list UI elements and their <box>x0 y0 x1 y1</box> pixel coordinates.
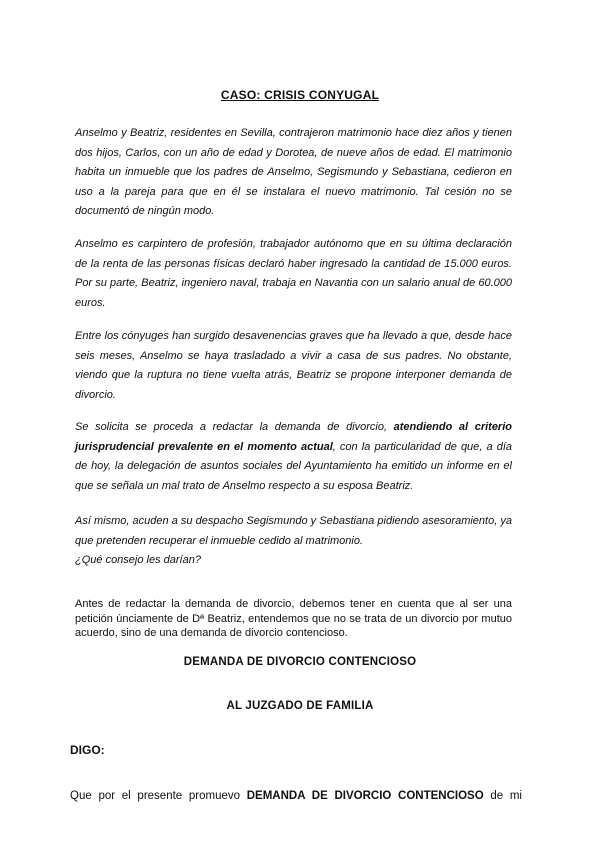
demand-statement-end: de mi <box>483 790 522 802</box>
case-paragraph-3: Entre los cónyuges han surgido desavenencias graves que ha llevado a que, desde hace seis meses, Anselmo se haya trasladado a vivir a casa de sus padres. No obstante, viendo que la ruptura no tiene vuelta atrás, Beatriz se propone interponer demanda de divorcio. <box>75 330 512 401</box>
case-paragraph-2: Anselmo es carpintero de profesión, trabajador autónomo que en su última declaración de la renta de las personas físicas declaró haber ingresado la cantidad de 15.000 euros. Por su parte, Beatriz, ingeniero naval, trabaja en Navantia con un salario anual de 60.000 euros. <box>75 238 512 309</box>
case-paragraph-5 <box>75 512 512 571</box>
demand-heading: DEMANDA DE DIVORCIO CONTENCIOSO <box>183 656 417 668</box>
digo-label: DIGO: <box>70 743 105 757</box>
court-heading: AL JUZGADO DE FAMILIA <box>226 700 374 712</box>
case-paragraph-4 <box>75 418 512 496</box>
case-paragraph-4-start: Se solicita se proceda a redactar la demanda de divorcio, <box>75 421 394 433</box>
case-paragraph-4-emphasis: atendiendo al criterio jurisprudencial prevalente en el momento actual <box>75 421 512 453</box>
demand-statement-emphasis: DEMANDA DE DIVORCIO CONTENCIOSO <box>246 790 484 802</box>
case-paragraph-5-text: Así mismo, acuden a su despacho Segismundo y Sebastiana pidiendo asesoramiento, ya que pretenden recuperar el inmueble cedido al matrimonio. <box>75 515 512 547</box>
case-question: ¿Qué consejo les darían? <box>75 554 201 566</box>
demand-statement-start: Que por el presente promuevo <box>70 790 247 802</box>
intro-paragraph: Antes de redactar la demanda de divorcio, debemos tener en cuenta que al ser una petición únciamente de Dª Beatriz, entendemos que no se trata de un divorcio por mutuo acuerdo, sino de una demanda de divorcio contencioso. <box>75 598 512 639</box>
demand-statement-line <box>70 790 522 802</box>
case-paragraph-1: Anselmo y Beatriz, residentes en Sevilla, contrajeron matrimonio hace diez años y tienen dos hijos, Carlos, con un año de edad y Dorotea, de nueve años de edad. El matrimonio habita un inmueble que los padres de Anselmo, Segismundo y Sebastiana, cedieron en uso a la pareja para que en él se instalara el nuevo matrimonio. Tal cesión no se documentó de ningún modo. <box>75 127 512 217</box>
case-title: CASO: CRISIS CONYUGAL <box>220 88 380 102</box>
case-paragraph-4-end: , con la particularidad de que, a día de hoy, la delegación de asuntos sociales del Ayuntamiento ha emitido un informe en el que se señala un mal trato de Anselmo respecto a su esposa Beatriz. <box>75 440 512 492</box>
